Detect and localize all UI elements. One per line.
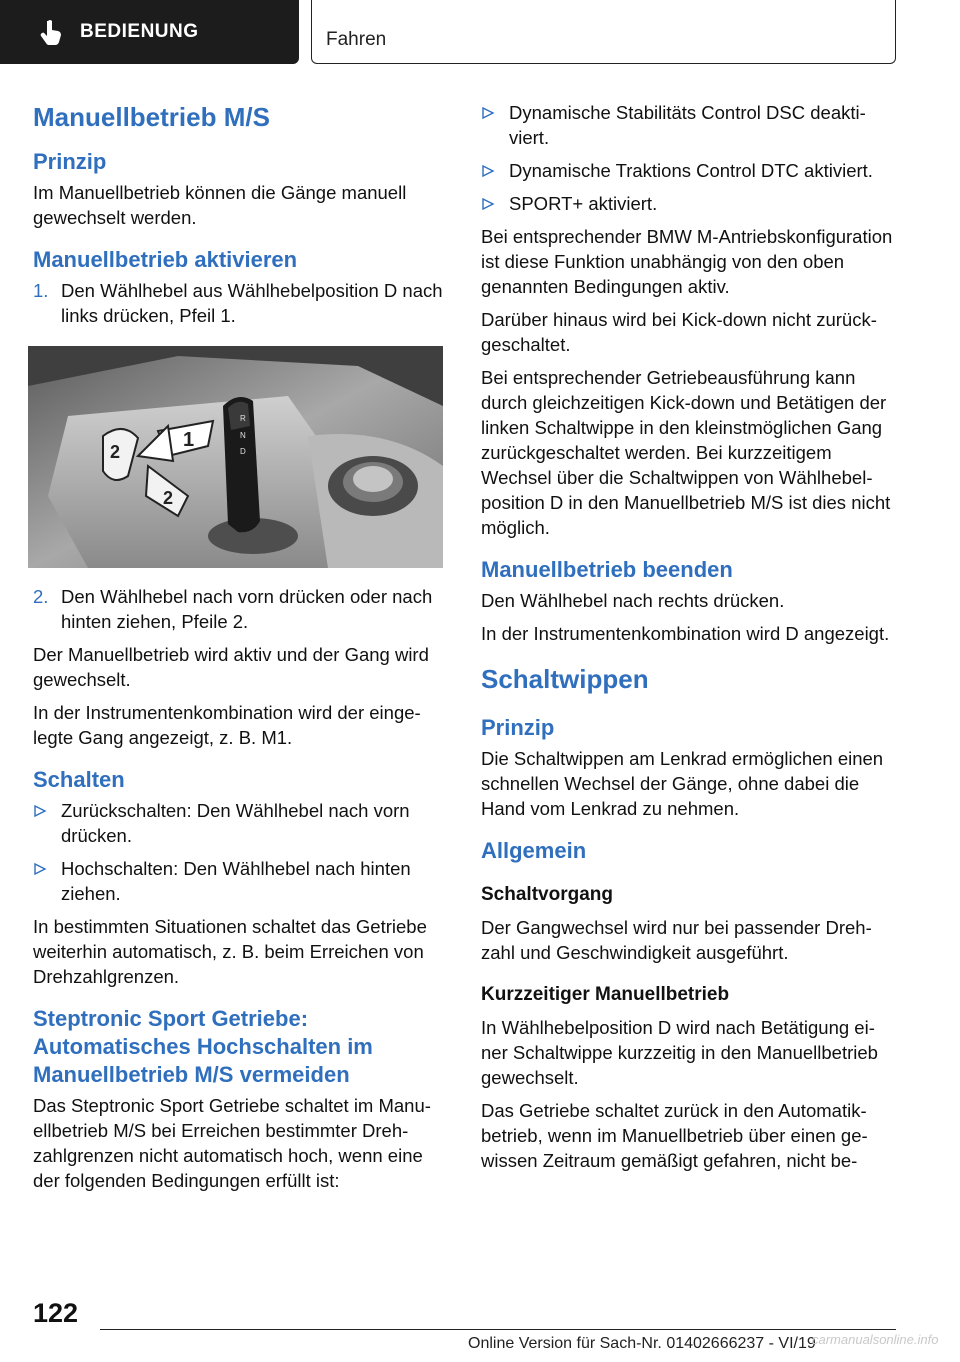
paragraph: Der Gangwechsel wird nur bei passender Drehzahl und Geschwindigkeit ausgeführt.	[481, 917, 872, 963]
step-text: Den Wählhebel nach vorn drücken oder nach hinten ziehen, Pfeile 2.	[61, 586, 433, 632]
section-tab	[0, 0, 299, 64]
paragraph: In bestimmten Situationen schaltet das Getriebe weiterhin automatisch, z. B. beim Erreichen von Drehzahlgrenzen.	[33, 916, 427, 987]
heading-allgemein: Allgemein	[481, 838, 587, 863]
online-version-text: Online Version für Sach-Nr. 01402666237 - VI/19	[468, 1335, 816, 1352]
paragraph: In Wählhebelposition D wird nach Betätigung einer Schaltwippe kurzzeitig in den Manuellbetrieb gewechselt.	[481, 1017, 878, 1088]
page-number: 122	[33, 1298, 79, 1328]
page-header	[0, 0, 960, 66]
paragraph: In der Instrumentenkombination wird D angezeigt.	[481, 623, 890, 644]
triangle-bullet-icon	[33, 804, 47, 818]
heading-beenden: Manuellbetrieb beenden	[481, 557, 733, 582]
chapter-label: Fahren	[326, 29, 387, 50]
paragraph: Im Manuellbetrieb können die Gänge manuell gewechselt werden.	[33, 182, 407, 228]
paragraph: Die Schaltwippen am Lenkrad ermöglichen einen schnellen Wechsel der Gänge, ohne dabei die Hand vom Lenkrad zu nehmen.	[481, 748, 884, 819]
list-item-text: Hochschalten: Den Wählhebel nach hinten ziehen.	[61, 858, 411, 904]
triangle-bullet-icon	[481, 106, 495, 120]
list-item-text: SPORT+ aktiviert.	[509, 193, 658, 214]
heading-aktivieren: Manuellbetrieb aktivieren	[33, 247, 298, 272]
paragraph: Das Steptronic Sport Getriebe schaltet im Manuellbetrieb M/S bei Erreichen bestimmter Drehzahlgrenzen nicht automatisch hoch, wenn eine der folgenden Bedingungen erfüllt ist:	[33, 1095, 431, 1191]
triangle-bullet-icon	[481, 164, 495, 178]
arrow-label: 2	[163, 488, 174, 508]
step-text: Den Wählhebel aus Wählhebelposition D nach links drücken, Pfeil 1.	[61, 280, 443, 326]
paragraph: Bei entsprechender Getriebeausführung kann durch gleichzeitigen Kick-down und Betätigen der linken Schaltwippe in den kleinstmöglichen Gang zurückgeschaltet werden. Bei kurzzeitigem Wechsel über die Schaltwippen von Wählhebelposition D in den Manuellbetrieb M/S ist dies nicht möglich.	[481, 367, 891, 538]
section-title: Manuellbetrieb M/S	[33, 102, 270, 132]
step-item	[33, 278, 445, 328]
step-number: 2.	[33, 586, 49, 607]
right-column	[481, 100, 893, 1181]
step-item	[33, 584, 445, 634]
heading-schalten: Schalten	[33, 767, 125, 792]
step-number: 1.	[33, 280, 49, 301]
triangle-bullet-icon	[481, 197, 495, 211]
subheading-kurzzeitig: Kurzzeitiger Manuellbetrieb	[481, 984, 730, 1005]
paragraph: Bei entsprechender BMW M-Antriebskonfiguration ist diese Funktion unabhängig von den oben genannten Bedingungen aktiv.	[481, 226, 893, 297]
triangle-bullet-icon	[33, 862, 47, 876]
heading-prinzip: Prinzip	[33, 149, 107, 174]
watermark-text: carmanualsonline.info	[812, 1332, 939, 1347]
step-list	[33, 584, 445, 634]
footer-divider	[100, 1329, 896, 1330]
paragraph: Darüber hinaus wird bei Kick-down nicht zurückgeschaltet.	[481, 309, 877, 355]
list-item-text: Zurückschalten: Den Wählhebel nach vorn drücken.	[61, 800, 410, 846]
paragraph: Den Wählhebel nach rechts drücken.	[481, 590, 785, 611]
heading-steptronic: Steptronic Sport Getriebe: Automatisches Hochschalten im Manuellbetrieb M/S vermeiden	[33, 1006, 373, 1087]
left-column	[33, 100, 445, 1201]
section-label: BEDIENUNG	[80, 21, 199, 42]
svg-text:D: D	[240, 447, 246, 456]
schalten-list	[33, 798, 445, 906]
svg-text:N: N	[240, 431, 246, 440]
list-item	[481, 100, 893, 150]
conditions-list	[481, 100, 893, 216]
list-item-text: Dynamische Stabilitäts Control DSC deaktiviert.	[509, 102, 866, 148]
gear-selector-photo	[28, 346, 443, 568]
list-item	[481, 158, 893, 183]
heading-prinzip: Prinzip	[481, 715, 555, 740]
paragraph: Das Getriebe schaltet zurück in den Automatikbetrieb, wenn im Manuellbetrieb über einen gewissen Zeitraum gemäßigt gefahren, nicht be-	[481, 1100, 868, 1171]
list-item	[481, 191, 893, 216]
list-item	[33, 798, 445, 848]
paragraph: Der Manuellbetrieb wird aktiv und der Gang wird gewechselt.	[33, 644, 429, 690]
arrow-label: 1	[183, 429, 195, 451]
subheading-schaltvorgang: Schaltvorgang	[481, 884, 613, 905]
list-item	[33, 856, 445, 906]
svg-text:R: R	[240, 414, 246, 423]
chapter-tab	[311, 0, 896, 64]
step-list	[33, 278, 445, 328]
heading-schaltwippen: Schaltwippen	[481, 664, 649, 694]
hand-pointer-icon	[38, 18, 66, 46]
paragraph: In der Instrumentenkombination wird der eingelegte Gang angezeigt, z. B. M1.	[33, 702, 421, 748]
arrow-label: 2	[110, 442, 121, 462]
list-item-text: Dynamische Traktions Control DTC aktiviert.	[509, 160, 873, 181]
